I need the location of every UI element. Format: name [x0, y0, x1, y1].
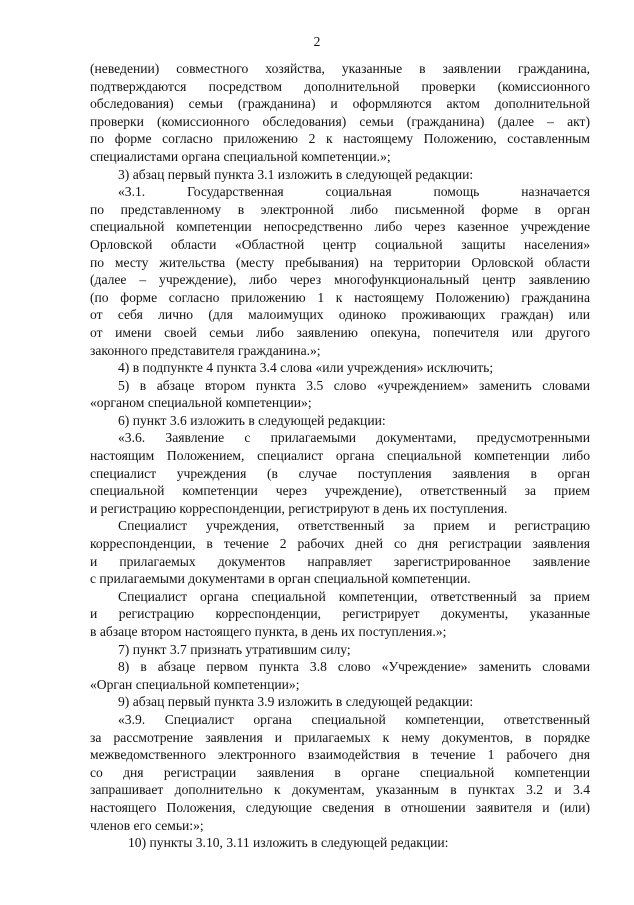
text-line: (по форме согласно приложению 1 к настоящему Положению) гражданина: [90, 289, 590, 305]
text-line: проверки (комиссионного обследования) семьи (гражданина) (далее – акт): [90, 113, 590, 129]
paragraph: [90, 359, 590, 377]
paragraph: [90, 641, 590, 659]
text-line: специальной компетенции через учреждение), ответственный за прием: [90, 483, 590, 499]
paragraph: [90, 658, 590, 693]
paragraph: [90, 412, 590, 430]
paragraph: [90, 60, 590, 166]
text-line: 7) пункт 3.7 признать утратившим силу;: [118, 641, 351, 657]
text-line: обследования) семьи (гражданина) и оформляются актом дополнительной: [90, 96, 590, 112]
text-line: 4) в подпункте 4 пункта 3.4 слова «или учреждения» исключить;: [118, 360, 494, 376]
paragraph: [90, 588, 590, 641]
text-line: и регистрацию корреспонденции, регистрирует документы, указанные: [90, 606, 590, 622]
paragraph: [90, 166, 590, 184]
text-line: настоящего Положения, следующие сведения в отношении заявителя и (или): [90, 799, 590, 815]
paragraph: [90, 517, 590, 587]
text-line: 6) пункт 3.6 изложить в следующей редакции:: [118, 412, 386, 428]
text-line: запрашивает дополнительно к документам, указанным в пунктах 3.2 и 3.4: [90, 782, 590, 798]
text-line: по представленному в электронной либо письменной форме в орган: [90, 201, 590, 217]
text-line: подтверждаются посредством дополнительной проверки (комиссионного: [90, 78, 590, 94]
text-line: специалист учреждения (в случае поступления заявления в орган: [90, 465, 590, 481]
text-line: «3.9. Специалист органа специальной компетенции, ответственный: [118, 711, 590, 727]
text-line: Специалист учреждения, ответственный за прием и регистрацию: [118, 518, 590, 534]
text-line: «Орган специальной компетенции»;: [90, 676, 300, 692]
text-line: 9) абзац первый пункта 3.9 изложить в следующей редакции:: [118, 694, 474, 710]
page-number: 2: [313, 34, 321, 49]
paragraph: [90, 834, 590, 852]
text-line: Специалист органа специальной компетенции, ответственный за прием: [118, 588, 590, 604]
text-line: (неведении) совместного хозяйства, указанные в заявлении гражданина,: [90, 61, 590, 76]
paragraph: [90, 183, 590, 359]
text-line: членов его семьи:»;: [90, 817, 204, 833]
text-line: Орловской области «Областной центр социальной защиты населения»: [90, 236, 590, 252]
text-line: по форме согласно приложению 2 к настоящему Положению, составленным: [90, 131, 590, 147]
text-line: с прилагаемыми документами в орган специальной компетенции.: [90, 571, 471, 587]
paragraph: [90, 377, 590, 412]
text-line: по месту жительства (месту пребывания) на территории Орловской области: [90, 254, 590, 270]
text-line: 10) пункты 3.10, 3.11 изложить в следующей редакции:: [128, 835, 449, 851]
text-line: и прилагаемых документов направляет зарегистрированное заявление: [90, 553, 590, 569]
text-line: от себя лично (для малоимущих одиноко проживающих граждан) или: [90, 307, 590, 323]
text-line: в абзаце втором настоящего пункта, в день их поступления.»;: [90, 624, 447, 639]
text-line: настоящим Положением, специалист органа специальной компетенции либо: [90, 448, 590, 464]
text-line: и регистрацию корреспонденции, регистрируют в день их поступления.: [90, 500, 508, 516]
text-line: специальной компетенции непосредственно либо через казенное учреждение: [90, 219, 590, 235]
text-line: «органом специальной компетенции»;: [90, 395, 312, 411]
text-line: от имени своей семьи либо заявлению опекуна, попечителя или другого: [90, 324, 590, 340]
document-body: [90, 60, 590, 852]
text-line: (далее – учреждение), либо через многофункциональный центр заявлению: [90, 272, 590, 288]
paragraph: [90, 429, 590, 517]
text-line: законного представителя гражданина.»;: [90, 342, 321, 358]
text-line: корреспонденции, в течение 2 рабочих дней со дня регистрации заявления: [90, 536, 590, 552]
text-line: специалистами органа специальной компетенции.»;: [90, 148, 391, 164]
text-line: за рассмотрение заявления и прилагаемых к нему документов, в порядке: [90, 729, 590, 745]
text-line: 8) в абзаце первом пункта 3.8 слово «Учреждение» заменить словами: [118, 659, 590, 675]
text-line: «3.1. Государственная социальная помощь назначается: [118, 184, 590, 200]
text-line: «3.6. Заявление с прилагаемыми документами, предусмотренными: [118, 430, 590, 446]
text-line: со дня регистрации заявления в органе специальной компетенции: [90, 764, 590, 780]
paragraph: [90, 693, 590, 711]
text-line: межведомственного электронного взаимодействия в течение 1 рабочего дня: [90, 747, 590, 763]
text-line: 3) абзац первый пункта 3.1 изложить в следующей редакции:: [118, 166, 474, 182]
paragraph: [90, 711, 590, 834]
text-line: 5) в абзаце втором пункта 3.5 слово «учреждением» заменить словами: [118, 377, 590, 393]
